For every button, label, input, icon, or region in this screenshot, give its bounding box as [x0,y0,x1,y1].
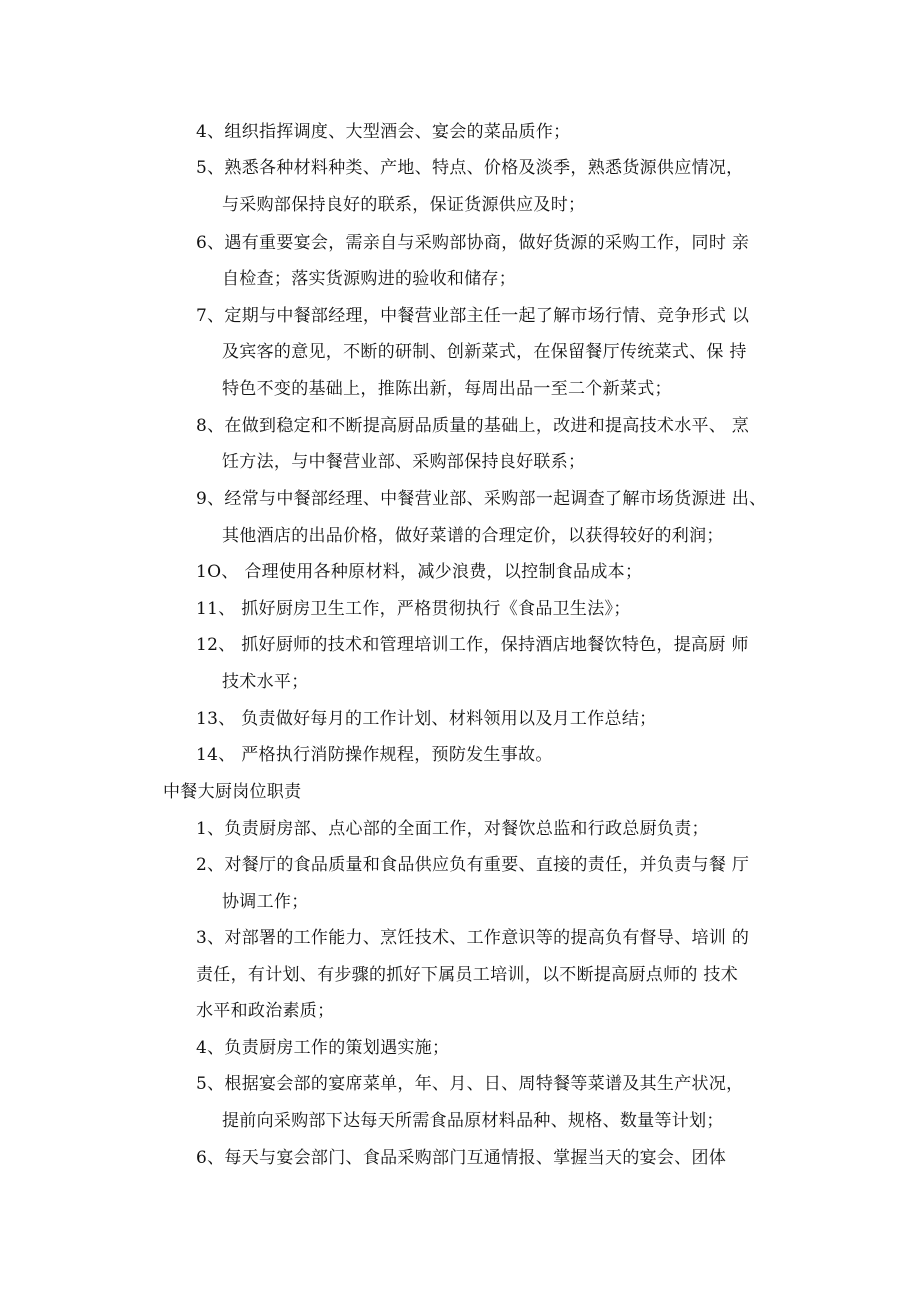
text-line: 13、 负责做好每月的工作计划、材料领用以及月工作总结； [196,709,657,729]
text-line: 水平和政治素质； [196,1001,335,1021]
text-line: 特色不变的基础上，推陈出新，每周出品一至二个新菜式； [222,379,672,399]
text-line: 其他酒店的出品价格，做好菜谱的合理定价，以获得较好的利润； [222,526,724,546]
section-heading: 中餐大厨岗位职责 [163,782,302,802]
text-line: 9、经常与中餐部经理、中餐营业部、采购部一起调查了解市场货源进 出、 [196,489,767,509]
text-line: 饪方法，与中餐营业部、采购部保持良好联系； [222,452,586,472]
text-line: 5、根据宴会部的宴席菜单，年、月、日、周特餐等菜谱及其生产状况， [196,1074,744,1094]
text-line: 8、在做到稳定和不断提高厨品质量的基础上，改进和提高技术水平、 烹 [196,416,750,436]
text-line: 协调工作； [222,892,309,912]
text-line: 6、每天与宴会部门、食品采购部门互通情报、掌握当天的宴会、团体 [196,1148,727,1168]
text-line: 4、组织指挥调度、大型酒会、宴会的菜品质作； [196,122,571,142]
text-line: 14、 严格执行消防操作规程，预防发生事故。 [196,745,553,765]
text-line: 1O、 合理使用各种原材料，减少浪费，以控制食品成本； [196,562,643,582]
text-line: 5、熟悉各种材料种类、产地、特点、价格及淡季，熟悉货源供应情况， [196,158,744,178]
text-line: 及宾客的意见，不断的研制、创新菜式，在保留餐厅传统菜式、保 持 [222,342,747,362]
text-line: 11、 抓好厨房卫生工作，严格贯彻执行《食品卫生法》； [196,599,631,619]
text-line: 4、负责厨房工作的策划遇实施； [196,1038,450,1058]
text-line: 技术水平； [222,672,309,692]
text-line: 7、定期与中餐部经理，中餐营业部主任一起了解市场行情、竞争形式 以 [196,306,750,326]
text-line: 1、负责厨房部、点心部的全面工作，对餐饮总监和行政总厨负责； [196,819,709,839]
text-line: 12、 抓好厨师的技术和管理培训工作，保持酒店地餐饮特色，提高厨 师 [196,635,749,655]
text-line: 责任，有计划、有步骤的抓好下属员工培训，以不断提高厨点师的 技术 [196,965,739,985]
text-line: 与采购部保持良好的联系，保证货源供应及时； [222,195,586,215]
text-line: 自检查；落实货源购进的验收和储存； [222,269,517,289]
text-line: 提前向采购部下达每天所需食品原材料品种、规格、数量等计划； [222,1111,724,1131]
text-line: 6、遇有重要宴会，需亲自与采购部协商，做好货源的采购工作，同时 亲 [196,233,750,253]
text-line: 2、对餐厅的食品质量和食品供应负有重要、直接的责任，并负责与餐 厅 [196,855,750,875]
text-line: 3、对部署的工作能力、烹饪技术、工作意识等的提高负有督导、培训 的 [196,928,750,948]
